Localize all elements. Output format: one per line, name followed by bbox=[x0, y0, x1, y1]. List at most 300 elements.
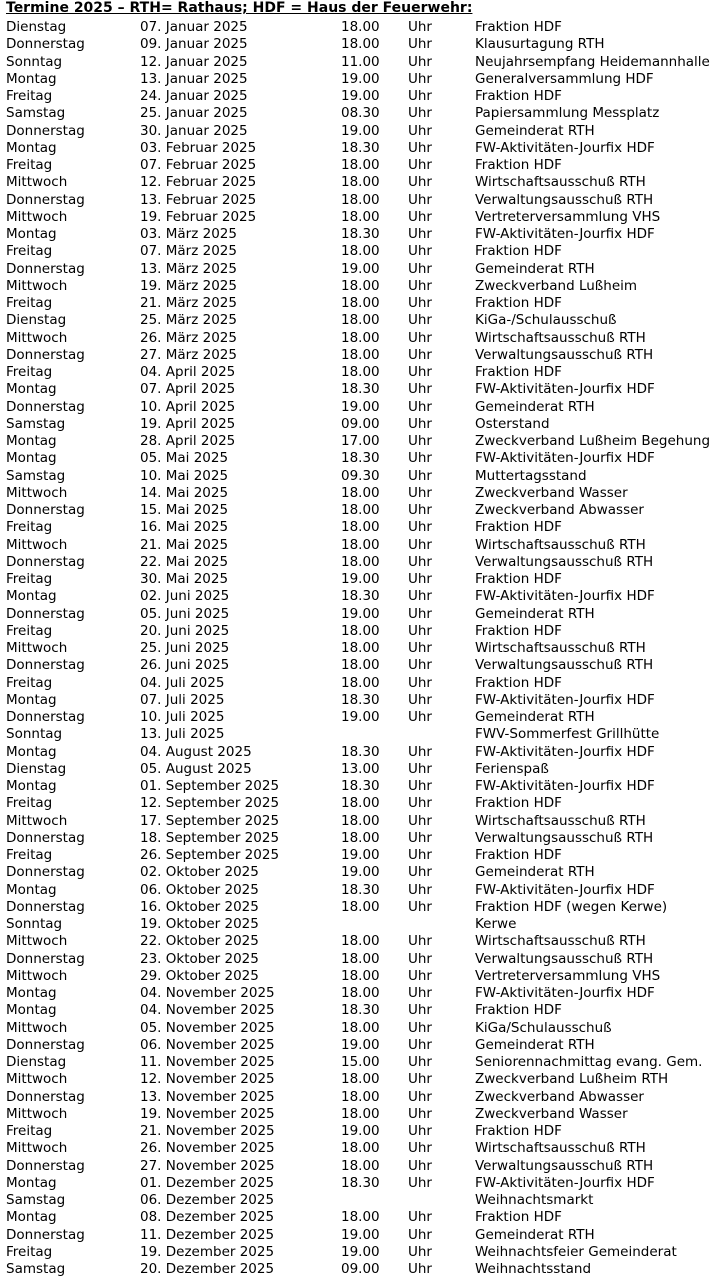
unit-cell: Uhr bbox=[408, 743, 432, 760]
event-cell: Weihnachtsmarkt bbox=[475, 1192, 594, 1208]
event-cell: Muttertagsstand bbox=[475, 467, 587, 484]
time-cell: 18.30 bbox=[341, 381, 380, 398]
weekday-cell: Donnerstag bbox=[6, 709, 85, 725]
weekday-cell: Donnerstag bbox=[6, 605, 85, 622]
weekday-cell: Montag bbox=[6, 1174, 57, 1191]
weekday-cell: Montag bbox=[6, 381, 57, 398]
event-cell: Verwaltungsausschuß RTH bbox=[475, 191, 654, 208]
schedule-row bbox=[0, 623, 726, 640]
date-cell: 21. November 2025 bbox=[140, 1123, 275, 1139]
weekday-cell: Donnerstag bbox=[6, 1088, 85, 1105]
time-cell: 18.00 bbox=[341, 950, 380, 967]
schedule-row bbox=[0, 364, 726, 381]
date-cell: 27. November 2025 bbox=[140, 1157, 275, 1174]
schedule-row bbox=[0, 468, 726, 485]
weekday-cell: Freitag bbox=[6, 571, 53, 587]
schedule-row bbox=[0, 1175, 726, 1192]
schedule-row bbox=[0, 54, 726, 71]
time-cell: 18.00 bbox=[341, 967, 380, 984]
event-cell: Generalversammlung HDF bbox=[475, 70, 654, 87]
unit-cell: Uhr bbox=[408, 415, 432, 432]
event-cell: Verwaltungsausschuß RTH bbox=[475, 950, 654, 967]
date-cell: 07. Januar 2025 bbox=[140, 19, 248, 35]
weekday-cell: Mittwoch bbox=[6, 174, 68, 191]
time-cell: 18.00 bbox=[341, 19, 380, 35]
schedule-row bbox=[0, 312, 726, 329]
unit-cell: Uhr bbox=[408, 484, 432, 501]
event-cell: Verwaltungsausschuß RTH bbox=[475, 829, 654, 846]
time-cell: 18.00 bbox=[341, 812, 380, 829]
unit-cell: Uhr bbox=[408, 122, 432, 139]
event-cell: Wirtschaftsausschuß RTH bbox=[475, 640, 646, 656]
time-cell: 18.00 bbox=[341, 1140, 380, 1157]
date-cell: 26. November 2025 bbox=[140, 1140, 275, 1157]
schedule-row bbox=[0, 1020, 726, 1037]
time-cell: 18.00 bbox=[341, 795, 380, 812]
time-cell: 19.00 bbox=[341, 847, 380, 863]
schedule-row bbox=[0, 1244, 726, 1261]
date-cell: 27. März 2025 bbox=[140, 346, 237, 363]
date-cell: 04. November 2025 bbox=[140, 1002, 275, 1019]
unit-cell: Uhr bbox=[408, 519, 432, 536]
time-cell: 18.30 bbox=[341, 450, 380, 467]
weekday-cell: Mittwoch bbox=[6, 329, 68, 346]
unit-cell: Uhr bbox=[408, 1071, 432, 1088]
schedule-row bbox=[0, 105, 726, 122]
time-cell: 18.00 bbox=[341, 36, 380, 53]
date-cell: 23. Oktober 2025 bbox=[140, 950, 259, 967]
schedule-row bbox=[0, 864, 726, 881]
unit-cell: Uhr bbox=[408, 1088, 432, 1105]
event-cell: Fraktion HDF bbox=[475, 847, 562, 863]
schedule-row bbox=[0, 1123, 726, 1140]
unit-cell: Uhr bbox=[408, 1036, 432, 1053]
date-cell: 07. Februar 2025 bbox=[140, 157, 257, 173]
unit-cell: Uhr bbox=[408, 139, 432, 156]
time-cell: 19.00 bbox=[341, 709, 380, 725]
time-cell: 19.00 bbox=[341, 1036, 380, 1053]
schedule-row bbox=[0, 502, 726, 519]
schedule-row bbox=[0, 778, 726, 795]
unit-cell: Uhr bbox=[408, 88, 432, 104]
unit-cell: Uhr bbox=[408, 398, 432, 415]
time-cell: 18.00 bbox=[341, 243, 380, 260]
unit-cell: Uhr bbox=[408, 657, 432, 674]
weekday-cell: Freitag bbox=[6, 88, 53, 104]
unit-cell: Uhr bbox=[408, 226, 432, 242]
schedule-row bbox=[0, 640, 726, 657]
schedule-row bbox=[0, 261, 726, 278]
weekday-cell: Mittwoch bbox=[6, 208, 68, 225]
date-cell: 25. März 2025 bbox=[140, 312, 237, 329]
event-cell: Verwaltungsausschuß RTH bbox=[475, 657, 654, 674]
schedule-row bbox=[0, 1002, 726, 1019]
unit-cell: Uhr bbox=[408, 1105, 432, 1122]
schedule-row bbox=[0, 951, 726, 968]
time-cell: 18.30 bbox=[341, 588, 380, 605]
event-cell: FW-Aktivitäten-Jourfix HDF bbox=[475, 743, 655, 760]
unit-cell: Uhr bbox=[408, 277, 432, 294]
event-cell: Wirtschaftsausschuß RTH bbox=[475, 933, 646, 950]
schedule-list bbox=[0, 19, 726, 1278]
date-cell: 15. Mai 2025 bbox=[140, 502, 229, 518]
schedule-row bbox=[0, 1106, 726, 1123]
event-cell: Gemeinderat RTH bbox=[475, 398, 595, 415]
weekday-cell: Samstag bbox=[6, 105, 66, 122]
date-cell: 19. April 2025 bbox=[140, 415, 236, 432]
weekday-cell: Freitag bbox=[6, 243, 53, 260]
event-cell: FW-Aktivitäten-Jourfix HDF bbox=[475, 1174, 655, 1191]
time-cell: 18.00 bbox=[341, 346, 380, 363]
date-cell: 03. März 2025 bbox=[140, 226, 237, 242]
schedule-row bbox=[0, 1209, 726, 1226]
schedule-row bbox=[0, 588, 726, 605]
schedule-row bbox=[0, 243, 726, 260]
schedule-row bbox=[0, 1037, 726, 1054]
event-cell: Fraktion HDF bbox=[475, 19, 562, 35]
weekday-cell: Montag bbox=[6, 1209, 57, 1226]
schedule-row bbox=[0, 399, 726, 416]
weekday-cell: Mittwoch bbox=[6, 536, 68, 553]
schedule-row bbox=[0, 1140, 726, 1157]
event-cell: Fraktion HDF bbox=[475, 243, 562, 260]
schedule-row bbox=[0, 899, 726, 916]
unit-cell: Uhr bbox=[408, 19, 432, 35]
unit-cell: Uhr bbox=[408, 329, 432, 346]
weekday-cell: Mittwoch bbox=[6, 1105, 68, 1122]
weekday-cell: Montag bbox=[6, 778, 57, 794]
time-cell: 19.00 bbox=[341, 398, 380, 415]
schedule-row bbox=[0, 968, 726, 985]
unit-cell: Uhr bbox=[408, 847, 432, 863]
time-cell: 18.30 bbox=[341, 743, 380, 760]
schedule-row bbox=[0, 1089, 726, 1106]
event-cell: Fraktion HDF bbox=[475, 571, 562, 587]
weekday-cell: Samstag bbox=[6, 467, 66, 484]
date-cell: 02. Juni 2025 bbox=[140, 588, 230, 605]
schedule-row bbox=[0, 675, 726, 692]
unit-cell: Uhr bbox=[408, 985, 432, 1001]
event-cell: Ferienspaß bbox=[475, 760, 549, 777]
weekday-cell: Donnerstag bbox=[6, 398, 85, 415]
date-cell: 12. November 2025 bbox=[140, 1071, 275, 1088]
unit-cell: Uhr bbox=[408, 1243, 432, 1260]
unit-cell: Uhr bbox=[408, 36, 432, 53]
time-cell: 19.00 bbox=[341, 70, 380, 87]
date-cell: 19. Februar 2025 bbox=[140, 208, 257, 225]
weekday-cell: Sonntag bbox=[6, 726, 63, 743]
unit-cell: Uhr bbox=[408, 881, 432, 898]
weekday-cell: Mittwoch bbox=[6, 1071, 68, 1088]
date-cell: 30. Januar 2025 bbox=[140, 122, 248, 139]
unit-cell: Uhr bbox=[408, 829, 432, 846]
date-cell: 11. Dezember 2025 bbox=[140, 1226, 275, 1243]
event-cell: Verwaltungsausschuß RTH bbox=[475, 553, 654, 570]
date-cell: 05. Juni 2025 bbox=[140, 605, 230, 622]
weekday-cell: Donnerstag bbox=[6, 36, 85, 53]
time-cell: 19.00 bbox=[341, 260, 380, 277]
unit-cell: Uhr bbox=[408, 312, 432, 329]
weekday-cell: Freitag bbox=[6, 622, 53, 639]
time-cell: 18.00 bbox=[341, 1088, 380, 1105]
event-cell: Fraktion HDF bbox=[475, 795, 562, 812]
weekday-cell: Donnerstag bbox=[6, 553, 85, 570]
weekday-cell: Donnerstag bbox=[6, 1226, 85, 1243]
time-cell: 18.30 bbox=[341, 226, 380, 242]
unit-cell: Uhr bbox=[408, 588, 432, 605]
event-cell: Fraktion HDF (wegen Kerwe) bbox=[475, 898, 668, 915]
time-cell: 18.00 bbox=[341, 933, 380, 950]
weekday-cell: Donnerstag bbox=[6, 502, 85, 518]
event-cell: Fraktion HDF bbox=[475, 1209, 562, 1226]
weekday-cell: Freitag bbox=[6, 157, 53, 173]
unit-cell: Uhr bbox=[408, 157, 432, 173]
event-cell: Wirtschaftsausschuß RTH bbox=[475, 174, 646, 191]
schedule-row bbox=[0, 88, 726, 105]
schedule-row bbox=[0, 450, 726, 467]
date-cell: 06. Oktober 2025 bbox=[140, 881, 259, 898]
weekday-cell: Donnerstag bbox=[6, 657, 85, 674]
date-cell: 22. Mai 2025 bbox=[140, 553, 229, 570]
event-cell: KiGa/Schulausschuß bbox=[475, 1019, 612, 1036]
weekday-cell: Mittwoch bbox=[6, 640, 68, 656]
time-cell: 18.30 bbox=[341, 1002, 380, 1019]
event-cell: Gemeinderat RTH bbox=[475, 864, 595, 881]
weekday-cell: Donnerstag bbox=[6, 346, 85, 363]
event-cell: Kerwe bbox=[475, 916, 517, 932]
time-cell: 19.00 bbox=[341, 571, 380, 587]
weekday-cell: Freitag bbox=[6, 1123, 53, 1139]
schedule-row bbox=[0, 174, 726, 191]
weekday-cell: Dienstag bbox=[6, 1054, 67, 1070]
unit-cell: Uhr bbox=[408, 70, 432, 87]
time-cell: 19.00 bbox=[341, 1243, 380, 1260]
weekday-cell: Freitag bbox=[6, 1243, 53, 1260]
weekday-cell: Donnerstag bbox=[6, 898, 85, 915]
schedule-row bbox=[0, 123, 726, 140]
unit-cell: Uhr bbox=[408, 536, 432, 553]
date-cell: 06. Dezember 2025 bbox=[140, 1192, 275, 1208]
weekday-cell: Montag bbox=[6, 450, 57, 467]
unit-cell: Uhr bbox=[408, 898, 432, 915]
unit-cell: Uhr bbox=[408, 502, 432, 518]
event-cell: Wirtschaftsausschuß RTH bbox=[475, 1140, 646, 1157]
schedule-row bbox=[0, 692, 726, 709]
weekday-cell: Montag bbox=[6, 139, 57, 156]
schedule-row bbox=[0, 330, 726, 347]
event-cell: Fraktion HDF bbox=[475, 1002, 562, 1019]
unit-cell: Uhr bbox=[408, 1209, 432, 1226]
weekday-cell: Samstag bbox=[6, 415, 66, 432]
schedule-row bbox=[0, 157, 726, 174]
time-cell: 18.30 bbox=[341, 1174, 380, 1191]
schedule-row bbox=[0, 657, 726, 674]
weekday-cell: Mittwoch bbox=[6, 277, 68, 294]
schedule-row bbox=[0, 416, 726, 433]
schedule-row bbox=[0, 985, 726, 1002]
unit-cell: Uhr bbox=[408, 760, 432, 777]
schedule-row bbox=[0, 1227, 726, 1244]
weekday-cell: Montag bbox=[6, 881, 57, 898]
date-cell: 25. Juni 2025 bbox=[140, 640, 230, 656]
unit-cell: Uhr bbox=[408, 1174, 432, 1191]
date-cell: 01. September 2025 bbox=[140, 778, 280, 794]
date-cell: 05. August 2025 bbox=[140, 760, 252, 777]
time-cell: 18.00 bbox=[341, 484, 380, 501]
date-cell: 10. Juli 2025 bbox=[140, 709, 225, 725]
date-cell: 01. Dezember 2025 bbox=[140, 1174, 275, 1191]
weekday-cell: Montag bbox=[6, 743, 57, 760]
date-cell: 07. Juli 2025 bbox=[140, 691, 225, 708]
weekday-cell: Donnerstag bbox=[6, 122, 85, 139]
unit-cell: Uhr bbox=[408, 208, 432, 225]
schedule-row bbox=[0, 761, 726, 778]
event-cell: Gemeinderat RTH bbox=[475, 1036, 595, 1053]
date-cell: 07. März 2025 bbox=[140, 243, 237, 260]
time-cell: 19.00 bbox=[341, 1123, 380, 1139]
time-cell: 18.00 bbox=[341, 1157, 380, 1174]
time-cell: 09.30 bbox=[341, 467, 380, 484]
unit-cell: Uhr bbox=[408, 191, 432, 208]
weekday-cell: Montag bbox=[6, 691, 57, 708]
time-cell: 18.00 bbox=[341, 295, 380, 311]
event-cell: Verwaltungsausschuß RTH bbox=[475, 346, 654, 363]
weekday-cell: Mittwoch bbox=[6, 812, 68, 829]
unit-cell: Uhr bbox=[408, 467, 432, 484]
date-cell: 04. April 2025 bbox=[140, 364, 236, 380]
weekday-cell: Donnerstag bbox=[6, 864, 85, 881]
date-cell: 06. November 2025 bbox=[140, 1036, 275, 1053]
date-cell: 08. Dezember 2025 bbox=[140, 1209, 275, 1226]
time-cell: 18.00 bbox=[341, 1105, 380, 1122]
event-cell: Osterstand bbox=[475, 415, 550, 432]
weekday-cell: Mittwoch bbox=[6, 1140, 68, 1157]
event-cell: Weihnachtsfeier Gemeinderat bbox=[475, 1243, 677, 1260]
unit-cell: Uhr bbox=[408, 381, 432, 398]
weekday-cell: Freitag bbox=[6, 364, 53, 380]
weekday-cell: Donnerstag bbox=[6, 829, 85, 846]
event-cell: Wirtschaftsausschuß RTH bbox=[475, 536, 646, 553]
time-cell: 19.00 bbox=[341, 864, 380, 881]
schedule-row bbox=[0, 933, 726, 950]
schedule-row bbox=[0, 71, 726, 88]
schedule-row bbox=[0, 347, 726, 364]
unit-cell: Uhr bbox=[408, 260, 432, 277]
unit-cell: Uhr bbox=[408, 795, 432, 812]
date-cell: 28. April 2025 bbox=[140, 433, 236, 449]
event-cell: Wirtschaftsausschuß RTH bbox=[475, 329, 646, 346]
event-cell: Papiersammlung Messplatz bbox=[475, 105, 660, 122]
schedule-row bbox=[0, 295, 726, 312]
event-cell: Zweckverband Lußheim bbox=[475, 277, 638, 294]
schedule-row bbox=[0, 916, 726, 933]
schedule-row bbox=[0, 1158, 726, 1175]
date-cell: 02. Oktober 2025 bbox=[140, 864, 259, 881]
weekday-cell: Freitag bbox=[6, 795, 53, 812]
date-cell: 26. September 2025 bbox=[140, 847, 280, 863]
date-cell: 05. Mai 2025 bbox=[140, 450, 229, 467]
event-cell: Weihnachtsstand bbox=[475, 1261, 592, 1277]
date-cell: 04. August 2025 bbox=[140, 743, 252, 760]
date-cell: 12. Februar 2025 bbox=[140, 174, 257, 191]
schedule-row bbox=[0, 36, 726, 53]
schedule-row bbox=[0, 226, 726, 243]
date-cell: 19. Dezember 2025 bbox=[140, 1243, 275, 1260]
date-cell: 04. November 2025 bbox=[140, 985, 275, 1001]
event-cell: FW-Aktivitäten-Jourfix HDF bbox=[475, 381, 655, 398]
time-cell: 18.00 bbox=[341, 622, 380, 639]
weekday-cell: Montag bbox=[6, 985, 57, 1001]
event-cell: Fraktion HDF bbox=[475, 295, 562, 311]
time-cell: 18.00 bbox=[341, 553, 380, 570]
time-cell: 18.30 bbox=[341, 691, 380, 708]
schedule-heading: Termine 2025 – RTH= Rathaus; HDF = Haus der Feuerwehr: bbox=[6, 0, 473, 16]
date-cell: 26. März 2025 bbox=[140, 329, 237, 346]
event-cell: Fraktion HDF bbox=[475, 622, 562, 639]
date-cell: 13. November 2025 bbox=[140, 1088, 275, 1105]
weekday-cell: Dienstag bbox=[6, 760, 67, 777]
schedule-row bbox=[0, 571, 726, 588]
weekday-cell: Sonntag bbox=[6, 53, 63, 70]
time-cell: 18.00 bbox=[341, 277, 380, 294]
date-cell: 21. März 2025 bbox=[140, 295, 237, 311]
schedule-row bbox=[0, 726, 726, 743]
date-cell: 20. Juni 2025 bbox=[140, 622, 230, 639]
time-cell: 18.00 bbox=[341, 898, 380, 915]
unit-cell: Uhr bbox=[408, 640, 432, 656]
unit-cell: Uhr bbox=[408, 553, 432, 570]
time-cell: 18.00 bbox=[341, 985, 380, 1001]
time-cell: 18.30 bbox=[341, 139, 380, 156]
unit-cell: Uhr bbox=[408, 864, 432, 881]
date-cell: 14. Mai 2025 bbox=[140, 484, 229, 501]
event-cell: Fraktion HDF bbox=[475, 519, 562, 536]
event-cell: Zweckverband Abwasser bbox=[475, 502, 644, 518]
unit-cell: Uhr bbox=[408, 571, 432, 587]
date-cell: 19. März 2025 bbox=[140, 277, 237, 294]
event-cell: Fraktion HDF bbox=[475, 364, 562, 380]
event-cell: FW-Aktivitäten-Jourfix HDF bbox=[475, 588, 655, 605]
event-cell: Verwaltungsausschuß RTH bbox=[475, 1157, 654, 1174]
schedule-row bbox=[0, 485, 726, 502]
unit-cell: Uhr bbox=[408, 1140, 432, 1157]
schedule-row bbox=[0, 192, 726, 209]
schedule-row bbox=[0, 1192, 726, 1209]
time-cell: 13.00 bbox=[341, 760, 380, 777]
unit-cell: Uhr bbox=[408, 243, 432, 260]
event-cell: Fraktion HDF bbox=[475, 674, 562, 691]
time-cell: 09.00 bbox=[341, 1261, 380, 1277]
weekday-cell: Mittwoch bbox=[6, 1019, 68, 1036]
schedule-row bbox=[0, 606, 726, 623]
time-cell: 18.00 bbox=[341, 1071, 380, 1088]
unit-cell: Uhr bbox=[408, 174, 432, 191]
schedule-row bbox=[0, 519, 726, 536]
date-cell: 13. März 2025 bbox=[140, 260, 237, 277]
unit-cell: Uhr bbox=[408, 674, 432, 691]
unit-cell: Uhr bbox=[408, 709, 432, 725]
unit-cell: Uhr bbox=[408, 346, 432, 363]
event-cell: FW-Aktivitäten-Jourfix HDF bbox=[475, 139, 655, 156]
date-cell: 13. Juli 2025 bbox=[140, 726, 225, 743]
time-cell: 19.00 bbox=[341, 122, 380, 139]
weekday-cell: Donnerstag bbox=[6, 1036, 85, 1053]
event-cell: Zweckverband Lußheim Begehung bbox=[475, 433, 711, 449]
unit-cell: Uhr bbox=[408, 53, 432, 70]
date-cell: 19. November 2025 bbox=[140, 1105, 275, 1122]
weekday-cell: Freitag bbox=[6, 295, 53, 311]
event-cell: FW-Aktivitäten-Jourfix HDF bbox=[475, 450, 655, 467]
